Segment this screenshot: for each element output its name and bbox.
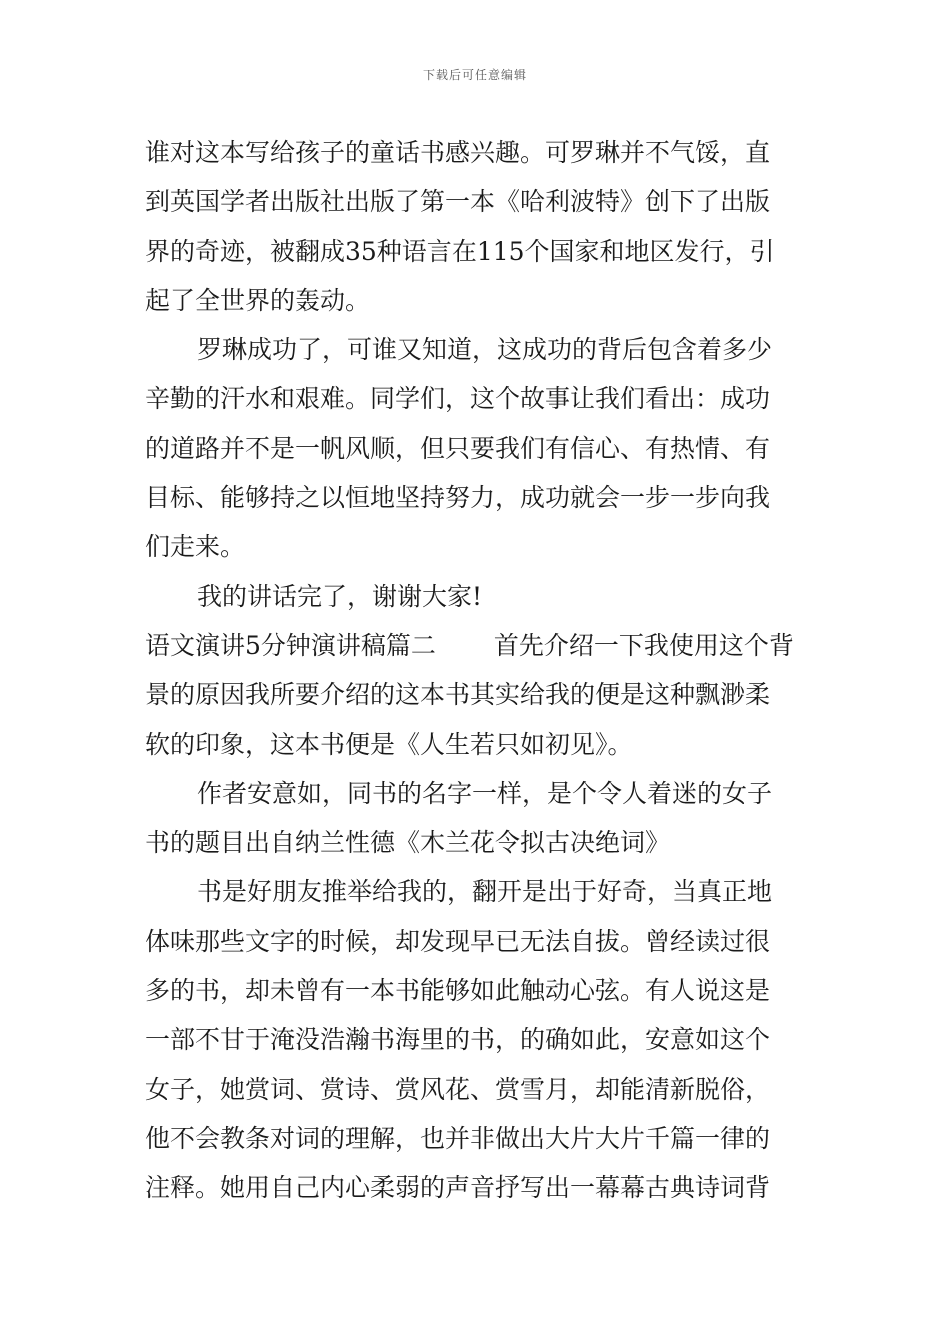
text-line: 书是好朋友推举给我的，翻开是出于好奇，当真正地: [197, 877, 773, 907]
text-line: 景的原因我所要介绍的这本书其实给我的便是这种飘渺柔: [145, 680, 771, 710]
text-line: 罗琳成功了，可谁又知道，这成功的背后包含着多少: [197, 335, 773, 365]
section-heading-line: [145, 621, 810, 670]
text-line: 多的书，却未曾有一本书能够如此触动心弦。有人说这是: [145, 976, 771, 1006]
text-line: 注释。她用自己内心柔弱的声音抒写出一幕幕古典诗词背: [145, 1173, 771, 1203]
text-line: 界的奇迹，被翻成35种语言在115个国家和地区发行，引: [145, 236, 775, 266]
text-line: 目标、能够持之以恒地坚持努力，成功就会一步一步向我: [145, 483, 771, 513]
text-line: 他不会教条对词的理解，也并非做出大片大片千篇一律的: [145, 1123, 771, 1153]
section-intro: 首先介绍一下我使用这个背: [493, 630, 794, 660]
text-line: 起了全世界的轰动。: [145, 285, 371, 315]
text-line: 书的题目出自纳兰性德《木兰花令拟古决绝词》: [145, 828, 671, 858]
text-line: 女子，她赏词、赏诗、赏风花、赏雪月，却能清新脱俗，: [145, 1074, 771, 1104]
text-line: 的道路并不是一帆风顺，但只要我们有信心、有热情、有: [145, 433, 771, 463]
text-line: 作者安意如，同书的名字一样，是个令人着迷的女子: [197, 778, 773, 808]
text-line: 一部不甘于淹没浩瀚书海里的书，的确如此，安意如这个: [145, 1025, 771, 1055]
text-line: 体味那些文字的时候，却发现早已无法自拔。曾经读过很: [145, 926, 771, 956]
text-line: 们走来。: [145, 532, 246, 562]
text-line: 软的印象，这本书便是《人生若只如初见》。: [145, 729, 633, 759]
document-body: [145, 128, 810, 1213]
text-line: 谁对这本写给孩子的童话书感兴趣。可罗琳并不气馁，直: [145, 138, 771, 167]
page-header: 下载后可任意编辑: [422, 68, 527, 82]
text-line: 到英国学者出版社出版了第一本《哈利波特》创下了出版: [145, 187, 771, 217]
section-heading: 语文演讲5分钟演讲稿篇二: [145, 630, 436, 660]
text-line: 辛勤的汗水和艰难。同学们，这个故事让我们看出：成功: [145, 384, 771, 414]
text-line: 我的讲话完了，谢谢大家!: [197, 581, 483, 611]
